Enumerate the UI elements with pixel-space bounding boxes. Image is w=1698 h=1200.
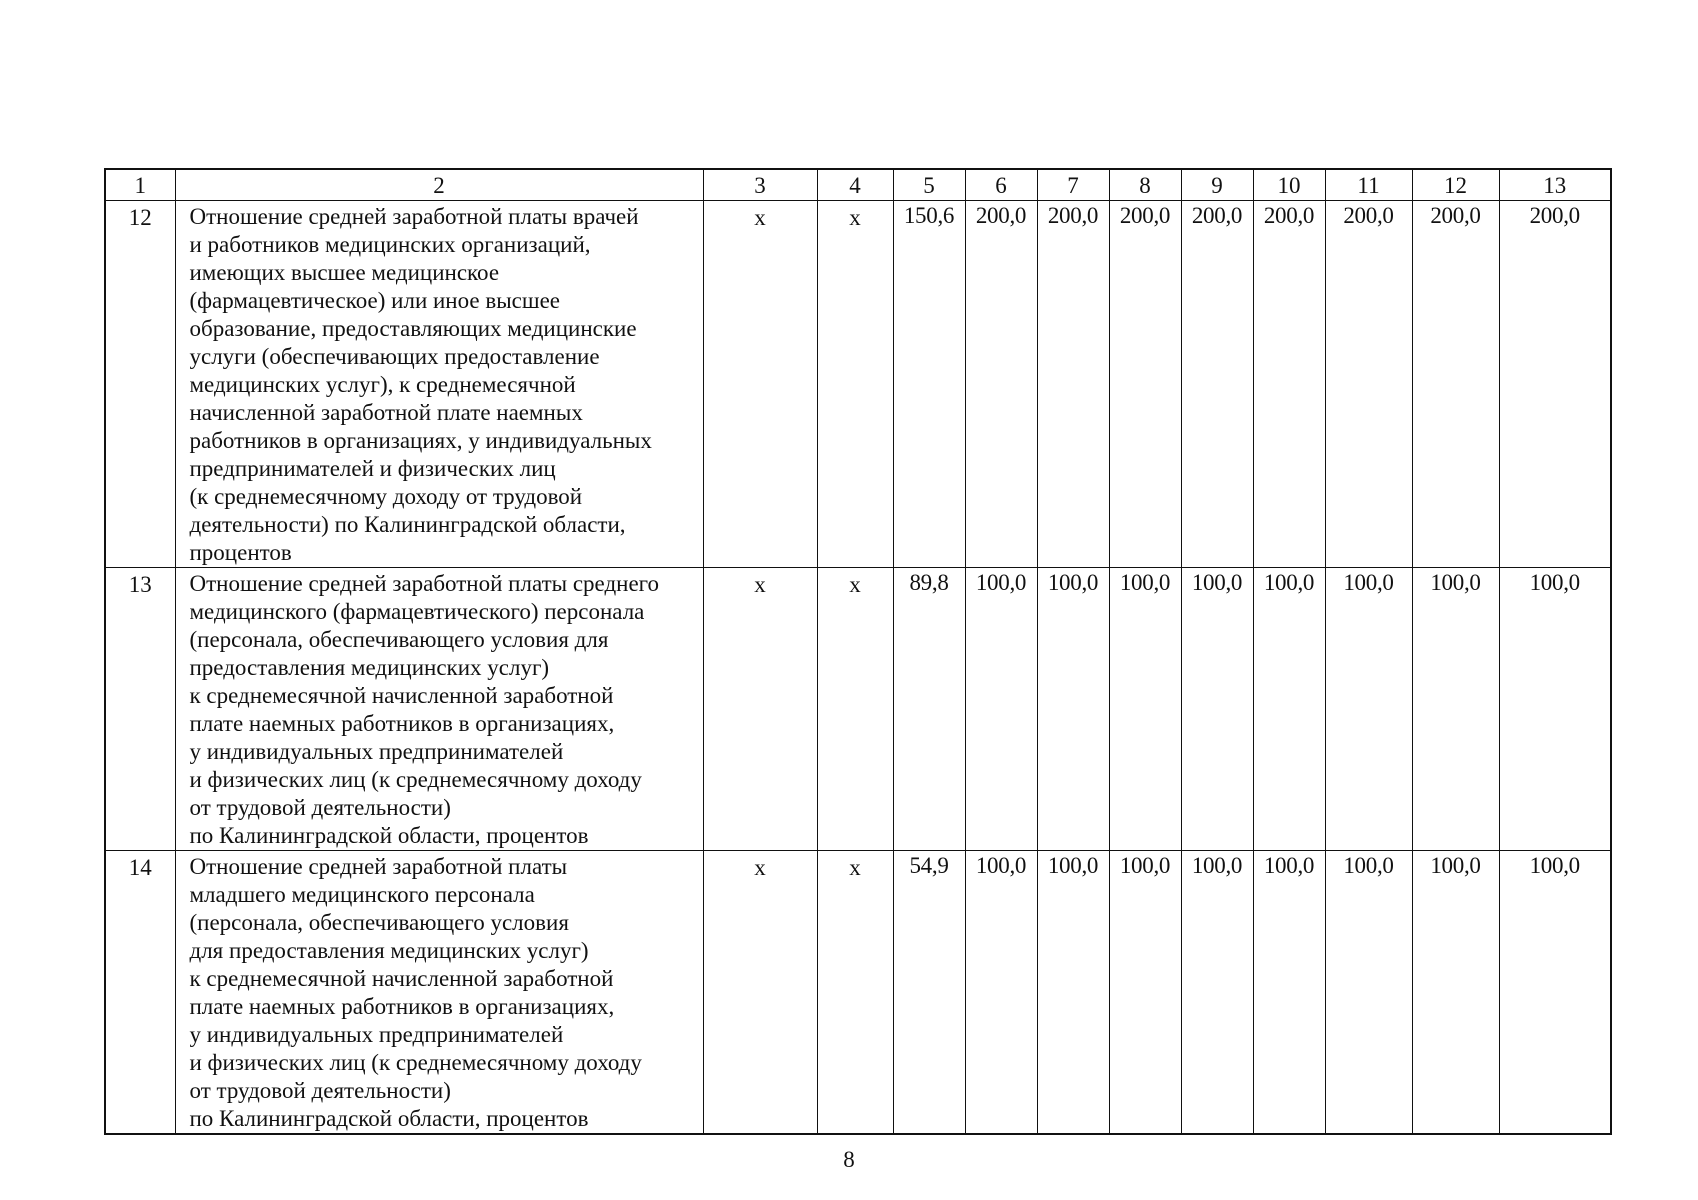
column-header: 9 [1181,169,1253,201]
value-cell: 100,0 [1412,851,1499,1135]
value-cell: 100,0 [1325,851,1412,1135]
value-cell: 54,9 [893,851,965,1135]
column-header: 10 [1253,169,1325,201]
cell-col4: х [817,201,893,568]
row-number: 14 [105,851,175,1135]
value-cell: 100,0 [1037,851,1109,1135]
cell-col3: х [703,851,817,1135]
row-number: 13 [105,568,175,851]
value-cell: 200,0 [1499,201,1611,568]
table-row [105,851,1611,1135]
row-number: 12 [105,201,175,568]
value-cell: 100,0 [1109,568,1181,851]
table-row [105,201,1611,568]
column-header: 8 [1109,169,1181,201]
value-cell: 100,0 [965,568,1037,851]
column-header: 6 [965,169,1037,201]
indicators-table [104,168,1612,1135]
value-cell: 200,0 [1109,201,1181,568]
column-header: 2 [175,169,703,201]
column-header: 1 [105,169,175,201]
value-cell: 100,0 [1181,851,1253,1135]
value-cell: 200,0 [1253,201,1325,568]
column-header: 11 [1325,169,1412,201]
table-row [105,568,1611,851]
value-cell: 200,0 [965,201,1037,568]
indicator-description: Отношение средней заработной платы врачей и работников медицинских организаций, имеющих высшее медицинское (фармацевтическое) или иное высшее образование, предоставляющих медицинские услуги (обеспечивающих предоставление медицинских услуг), к среднемесячной начисленной заработной плате наемных работников в организациях, у индивидуальных предпринимателей и физических лиц (к среднемесячному доходу от трудовой деятельности) по Калининградской области, процентов [175,201,703,568]
value-cell: 100,0 [1109,851,1181,1135]
value-cell: 100,0 [1253,851,1325,1135]
page-number: 8 [843,1147,855,1172]
cell-col4: х [817,851,893,1135]
value-cell: 100,0 [1412,568,1499,851]
indicator-description: Отношение средней заработной платы среднего медицинского (фармацевтического) персонала (персонала, обеспечивающего условия для предоставления медицинских услуг) к среднемесячной начисленной заработной плате наемных работников в организациях, у индивидуальных предпринимателей и физических лиц (к среднемесячному доходу от трудовой деятельности) по Калининградской области, процентов [175,568,703,851]
indicator-description: Отношение средней заработной платы младшего медицинского персонала (персонала, обеспечивающего условия для предоставления медицинских услуг) к среднемесячной начисленной заработной плате наемных работников в организациях, у индивидуальных предпринимателей и физических лиц (к среднемесячному доходу от трудовой деятельности) по Калининградской области, процентов [175,851,703,1135]
value-cell: 200,0 [1325,201,1412,568]
value-cell: 100,0 [1181,568,1253,851]
column-header: 4 [817,169,893,201]
column-header: 7 [1037,169,1109,201]
value-cell: 200,0 [1181,201,1253,568]
cell-col3: х [703,568,817,851]
value-cell: 150,6 [893,201,965,568]
cell-col4: х [817,568,893,851]
value-cell: 200,0 [1037,201,1109,568]
value-cell: 100,0 [1253,568,1325,851]
column-header: 3 [703,169,817,201]
value-cell: 100,0 [1499,851,1611,1135]
column-number-row [105,169,1611,201]
value-cell: 100,0 [1499,568,1611,851]
cell-col3: х [703,201,817,568]
value-cell: 200,0 [1412,201,1499,568]
value-cell: 100,0 [1325,568,1412,851]
value-cell: 100,0 [1037,568,1109,851]
column-header: 13 [1499,169,1611,201]
value-cell: 100,0 [965,851,1037,1135]
value-cell: 89,8 [893,568,965,851]
column-header: 5 [893,169,965,201]
column-header: 12 [1412,169,1499,201]
